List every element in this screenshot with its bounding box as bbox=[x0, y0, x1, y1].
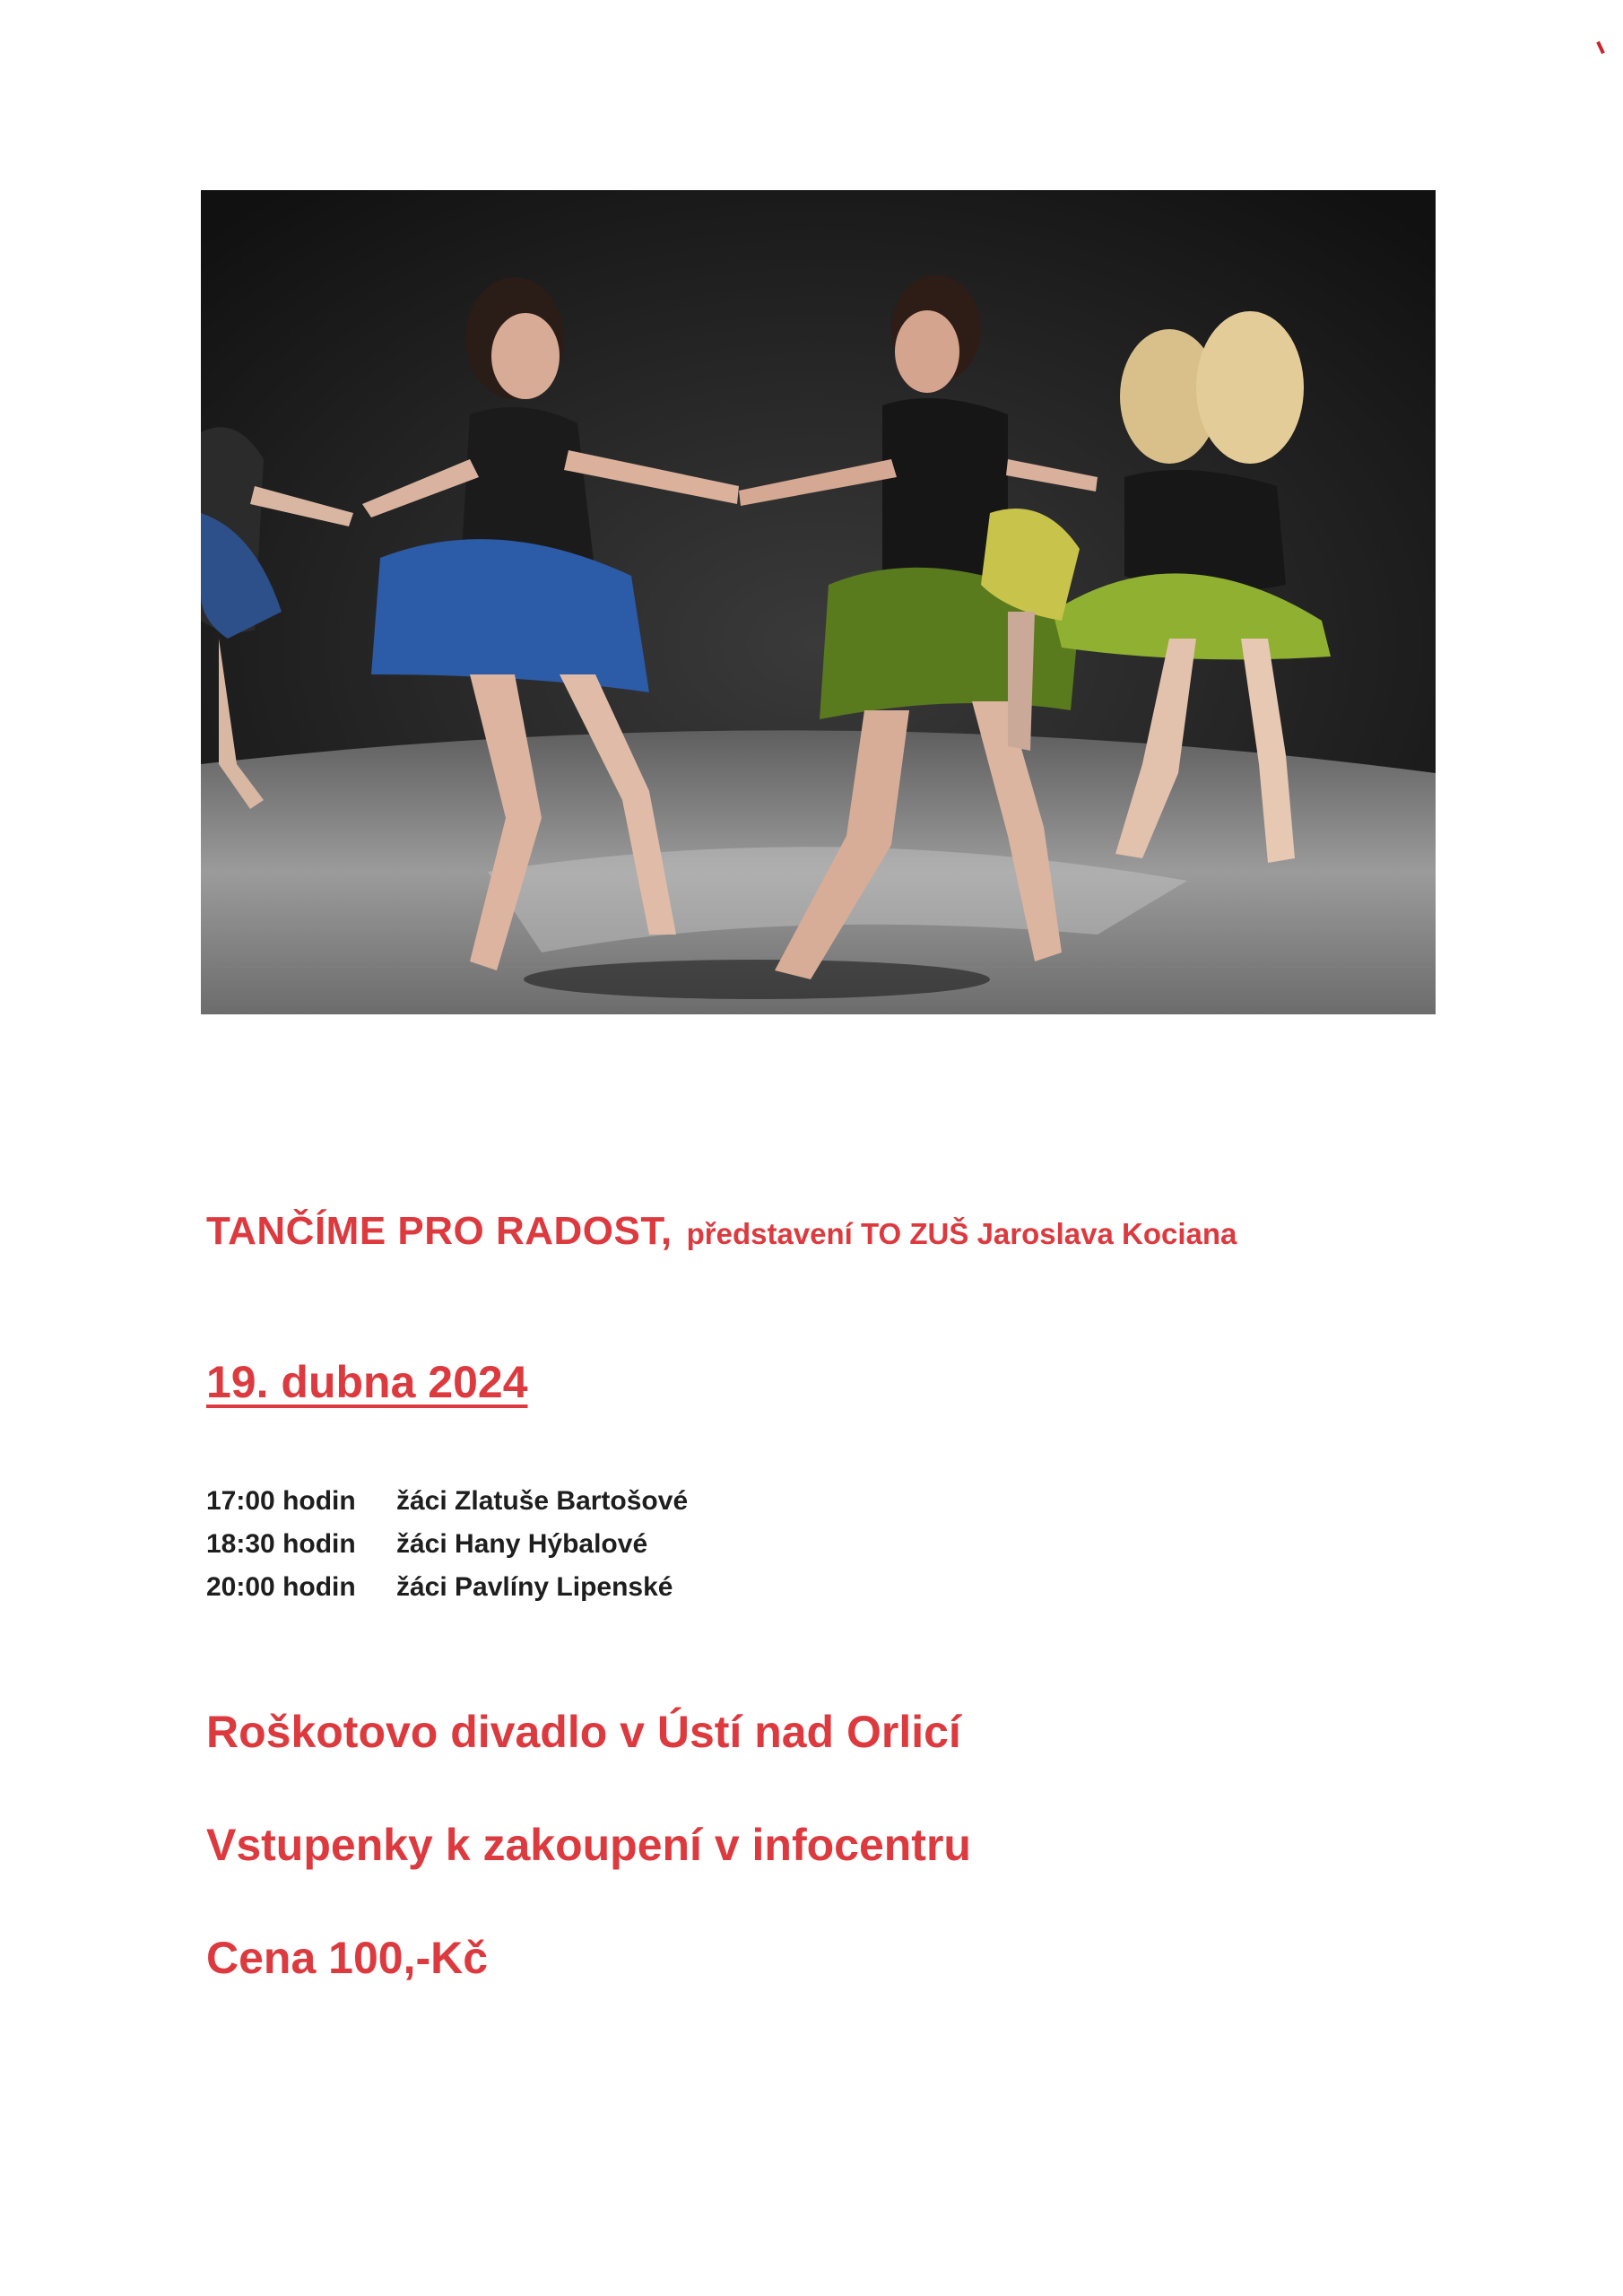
event-title: TANČÍME PRO RADOST, bbox=[206, 1209, 673, 1253]
schedule-time: 18:30 hodin bbox=[206, 1529, 356, 1559]
event-subtitle: představení TO ZUŠ Jaroslava Kociana bbox=[686, 1217, 1237, 1250]
schedule-item bbox=[206, 1480, 688, 1523]
schedule-time: 20:00 hodin bbox=[206, 1572, 356, 1602]
event-title-line bbox=[206, 1209, 1237, 1254]
schedule-item bbox=[206, 1523, 688, 1566]
event-date: 19. dubna 2024 bbox=[206, 1357, 528, 1407]
tickets-text: Vstupenky k zakoupení v infocentru bbox=[206, 1820, 971, 1870]
schedule-time: 17:00 hodin bbox=[206, 1486, 356, 1516]
price-text: Cena 100,-Kč bbox=[206, 1933, 489, 1983]
schedule-item bbox=[206, 1566, 688, 1609]
schedule-list bbox=[206, 1480, 688, 1609]
dance-performance-photo bbox=[201, 190, 1436, 1014]
schedule-group: žáci Hany Hýbalové bbox=[396, 1529, 648, 1559]
scan-mark bbox=[1596, 41, 1605, 54]
schedule-group: žáci Zlatuše Bartošové bbox=[396, 1486, 689, 1516]
dancers-illustration bbox=[201, 190, 1436, 1014]
schedule-group: žáci Pavlíny Lipenské bbox=[396, 1572, 673, 1602]
venue-text: Roškotovo divadlo v Ústí nad Orlicí bbox=[206, 1707, 961, 1757]
